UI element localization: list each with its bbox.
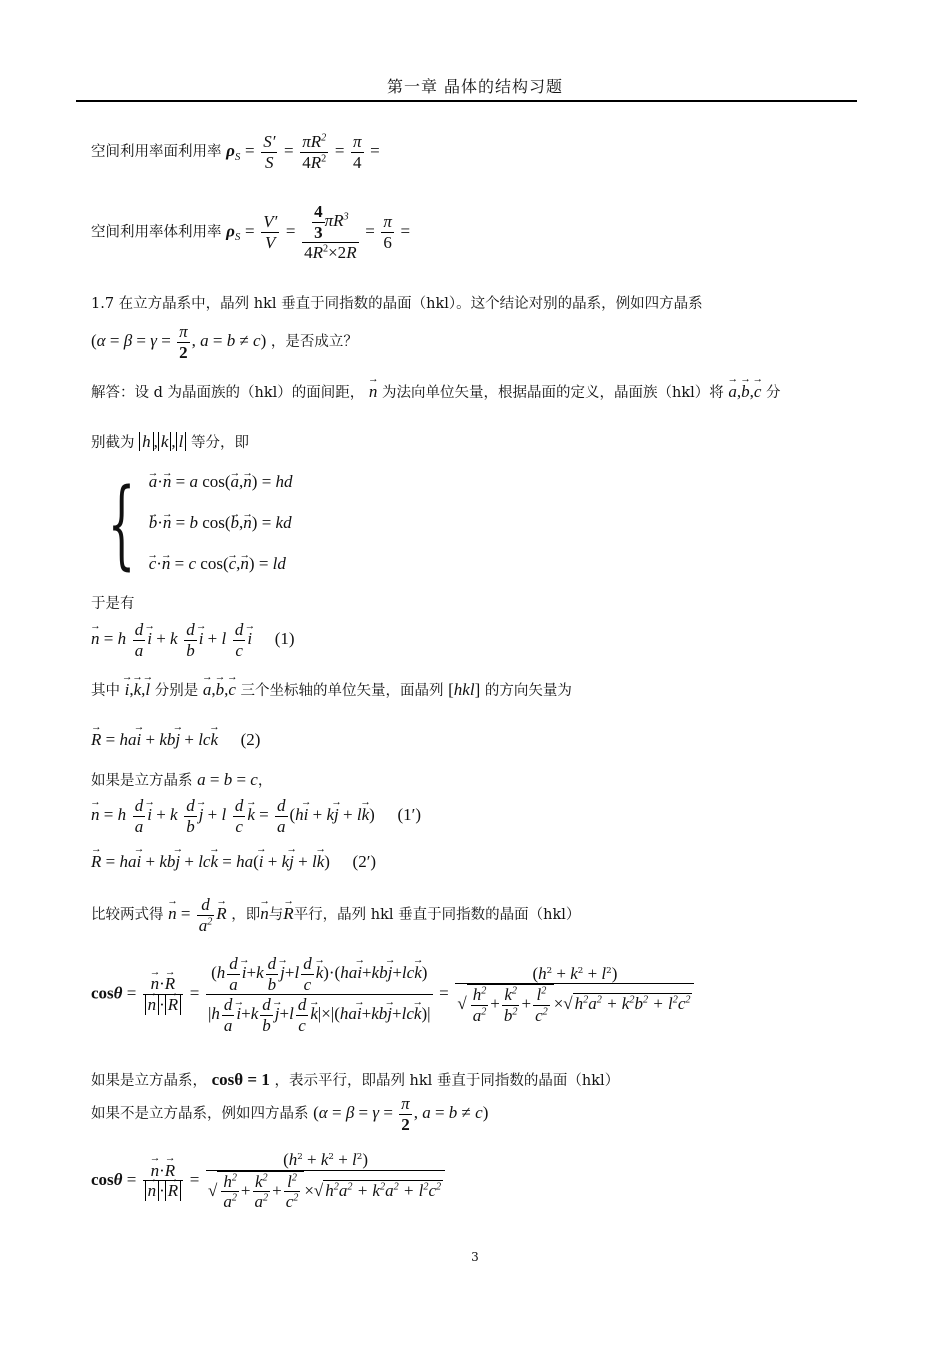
equation-face-utilization: 空间利用率面利用率 $\rho_S$ = $\frac{S'}{S}$ = $\frac{\pi R^2}{4R^2}$ = $\frac{\pi}{4}$ = [91,132,380,172]
left-brace: { [107,467,136,580]
face-utilization-label: 空间利用率面利用率 [91,144,222,161]
compare-line: 比较两式得 → n = $\frac{d}{a^2}$ → R ，即→ n与→ R平行，晶列 hkl 垂直于同指数的晶面（hkl） [91,895,580,935]
equation-1: → n = h $\frac{d}{a}$ → i + k $\frac{d}{b}$ → i + l $\frac{d}{c}$ → i (1) [91,620,295,660]
solution-line-2: 别截为 h , k , l 等分，即 [91,432,249,451]
equation-cos-cubic: cosθ = → n·→ R → n ·→ R = (h $\frac{d}{a}$ → i+k $\frac{d}{b}$ → j+l $\frac{d}{c}$ → k)·(ha→ i+kb→ j+lc→ k) |h $\frac{d}{a}$ → i+k $\frac{d}{b}$ → j+l $\frac{d}{c}$ → k|×|(ha→ i+kb→ j+lc→ k)| = $(h^2 + k^2 + l^2)$ √ $\frac{h^2}{a^2}$ + $\frac{k^2}{b^2}$ + $\frac{l^2}{c^2}$ ×√ $h^2a^2 + k^2b^2 + l^2c^2$ [91,954,696,1035]
equation-1-prime: → n = h $\frac{d}{a}$ → i + k $\frac{d}{b}$ → j + l $\frac{d}{c}$ → k = $\frac{d}{a}$ (h→ i + k→ j + l→ k) (1′) [91,796,421,836]
problem-line-2: (α = β = γ = $\frac{\pi}{2}$ , a = b ≠ c) ，是否成立？ [91,322,358,362]
problem-line-1 [91,296,703,313]
unit-vectors-line: 其中 → i,→ k,→ l 分别是 → a,→ b,→ c 三个坐标轴的单位矢量，面晶列 [hkl] 的方向矢量为 [91,680,572,700]
so-have-line: 于是有 [91,596,135,612]
volume-utilization-label: 空间利用率体利用率 [91,224,222,241]
page-header: 第一章 晶体的结构习题 [386,77,564,96]
noncubic-line: 如果不是立方晶系，例如四方晶系 (α = β = γ = $\frac{\pi}{2}$ , a = b ≠ c) [91,1094,489,1134]
problem-text: 在立方晶系中，晶列 hkl 垂直于同指数的晶面（hkl）。这个结论对别的晶系，例如四方晶系 [118,296,703,312]
header-rule [76,100,857,102]
problem-number: 1.7 [91,296,115,312]
page-number: 3 [471,1250,479,1264]
cubic-condition-line: 如果是立方晶系 a = b = c， [91,770,273,789]
problem-question: ，是否成立？ [270,334,358,351]
equation-cos-tetragonal: cosθ = → n·→ R → n ·→ R = $(h^2 + k^2 + l^2)$ √ $\frac{h^2}{a^2}$ + $\frac{k^2}{a^2}$ + $\frac{l^2}{c^2}$ ×√ $h^2a^2 + k^2a^2 + l^2c^2$ [91,1150,447,1212]
solution-line-1: 解答：设 d 为晶面族的（hkl）的面间距， → n 为法向单位矢量，根据晶面的定义，晶面族（hkl）将 → a,→ b,→ c 分 [91,382,781,402]
equation-2-prime: → R = ha→ i + kb→ j + lc→ k = ha(→ i + k→ j + l→ k) (2′) [91,852,376,872]
cubic-result-line: 如果是立方晶系， cosθ = 1 ，表示平行，即晶列 hkl 垂直于同指数的晶面（hkl） [91,1070,620,1089]
equation-volume-utilization: 空间利用率体利用率 $\rho_S$ = $\frac{V'}{V}$ = $\frac{4}{3}$ $\pi R^3$ $4R^2\times 2R$ = $\frac{\pi}{6}$ = [91,202,411,263]
equation-2: → R = ha→ i + kb→ j + lc→ k (2) [91,730,260,750]
equation-system: { → a·→ n = a cos(→ a,→ n) = hd → b·→ n = b cos(→ b,→ n) = kd → c·→ n = c cos(→ c,→ n) = ld [91,462,293,585]
